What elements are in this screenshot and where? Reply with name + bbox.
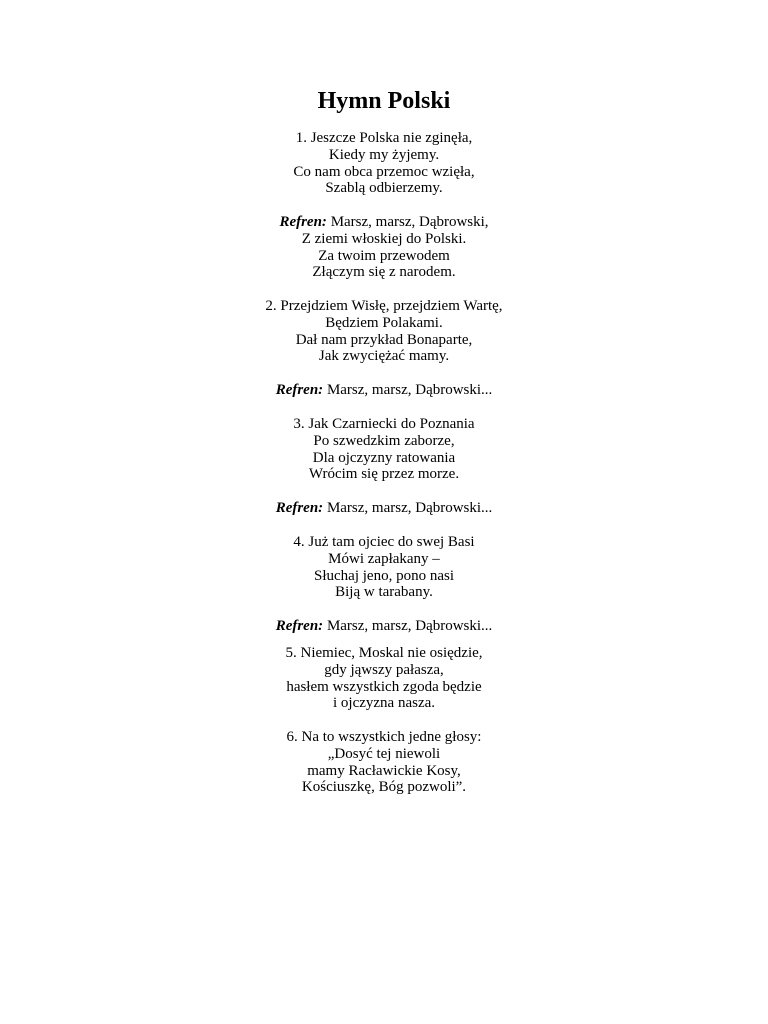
stanza-line: Jak zwyciężać mamy.	[318, 348, 450, 365]
refrain-label: Refren:	[275, 618, 324, 634]
stanza-line: Kościuszkę, Bóg pozwoli”.	[301, 779, 467, 796]
refrain-first-line	[0, 214, 768, 231]
stanza-line: gdy jąwszy pałasza,	[324, 661, 444, 678]
stanza-line: Będziem Polakami.	[325, 314, 443, 331]
stanza-line: mamy Racławickie Kosy,	[307, 762, 461, 779]
refrain-text: Marsz, marsz, Dąbrowski...	[323, 500, 493, 516]
refrain-short-line	[0, 500, 768, 517]
stanza-line: i ojczyzna nasza.	[332, 695, 436, 712]
stanza-line: 3. Jak Czarniecki do Poznania	[293, 416, 475, 432]
refrain-text: Marsz, marsz, Dąbrowski...	[323, 382, 493, 398]
refrain-text: Marsz, marsz, Dąbrowski,	[326, 214, 489, 230]
stanza-3	[0, 416, 768, 483]
refrain-label: Refren:	[279, 214, 327, 230]
stanza-line: „Dosyć tej niewoli	[327, 745, 441, 762]
stanza-line: Dał nam przykład Bonaparte,	[295, 331, 473, 348]
refrain-label: Refren:	[275, 382, 324, 398]
stanza-line: 1. Jeszcze Polska nie zginęła,	[295, 130, 473, 146]
refrain-short-line	[0, 618, 768, 635]
refrain-line: Za twoim przewodem	[318, 247, 450, 264]
refrain-full	[0, 214, 768, 281]
stanza-line: Wrócim się przez morze.	[308, 466, 460, 483]
stanza-2	[0, 298, 768, 365]
refrain-line: Złączym się z narodem.	[312, 264, 456, 281]
stanza-line: 2. Przejdziem Wisłę, przejdziem Wartę,	[265, 298, 503, 314]
stanza-1	[0, 130, 768, 197]
stanza-6	[0, 729, 768, 796]
refrain-short-line	[0, 382, 768, 399]
stanza-line: Co nam obca przemoc wzięła,	[293, 163, 475, 180]
stanza-line: Biją w tarabany.	[335, 584, 433, 601]
stanza-line: 5. Niemiec, Moskal nie osiędzie,	[285, 645, 483, 661]
refrain-line: Z ziemi włoskiej do Polski.	[301, 230, 467, 247]
refrain-short-3	[0, 618, 768, 635]
stanza-line: Kiedy my żyjemy.	[328, 146, 440, 163]
stanza-4	[0, 534, 768, 601]
stanza-line: 4. Już tam ojciec do swej Basi	[293, 534, 475, 550]
refrain-text: Marsz, marsz, Dąbrowski...	[323, 618, 493, 634]
refrain-short-2	[0, 500, 768, 517]
stanza-line: 6. Na to wszystkich jedne głosy:	[286, 729, 482, 745]
stanza-5	[0, 645, 768, 712]
stanza-line: Po szwedzkim zaborze,	[313, 432, 455, 449]
stanza-line: Mówi zapłakany –	[328, 550, 440, 567]
stanza-line: Szablą odbierzemy.	[325, 180, 443, 197]
stanza-line: Dla ojczyzny ratowania	[312, 449, 456, 466]
stanza-line: Słuchaj jeno, pono nasi	[314, 567, 454, 584]
stanza-line: hasłem wszystkich zgoda będzie	[286, 678, 482, 695]
refrain-short-1	[0, 382, 768, 399]
refrain-label: Refren:	[275, 500, 324, 516]
document-title: Hymn Polski	[317, 88, 451, 114]
